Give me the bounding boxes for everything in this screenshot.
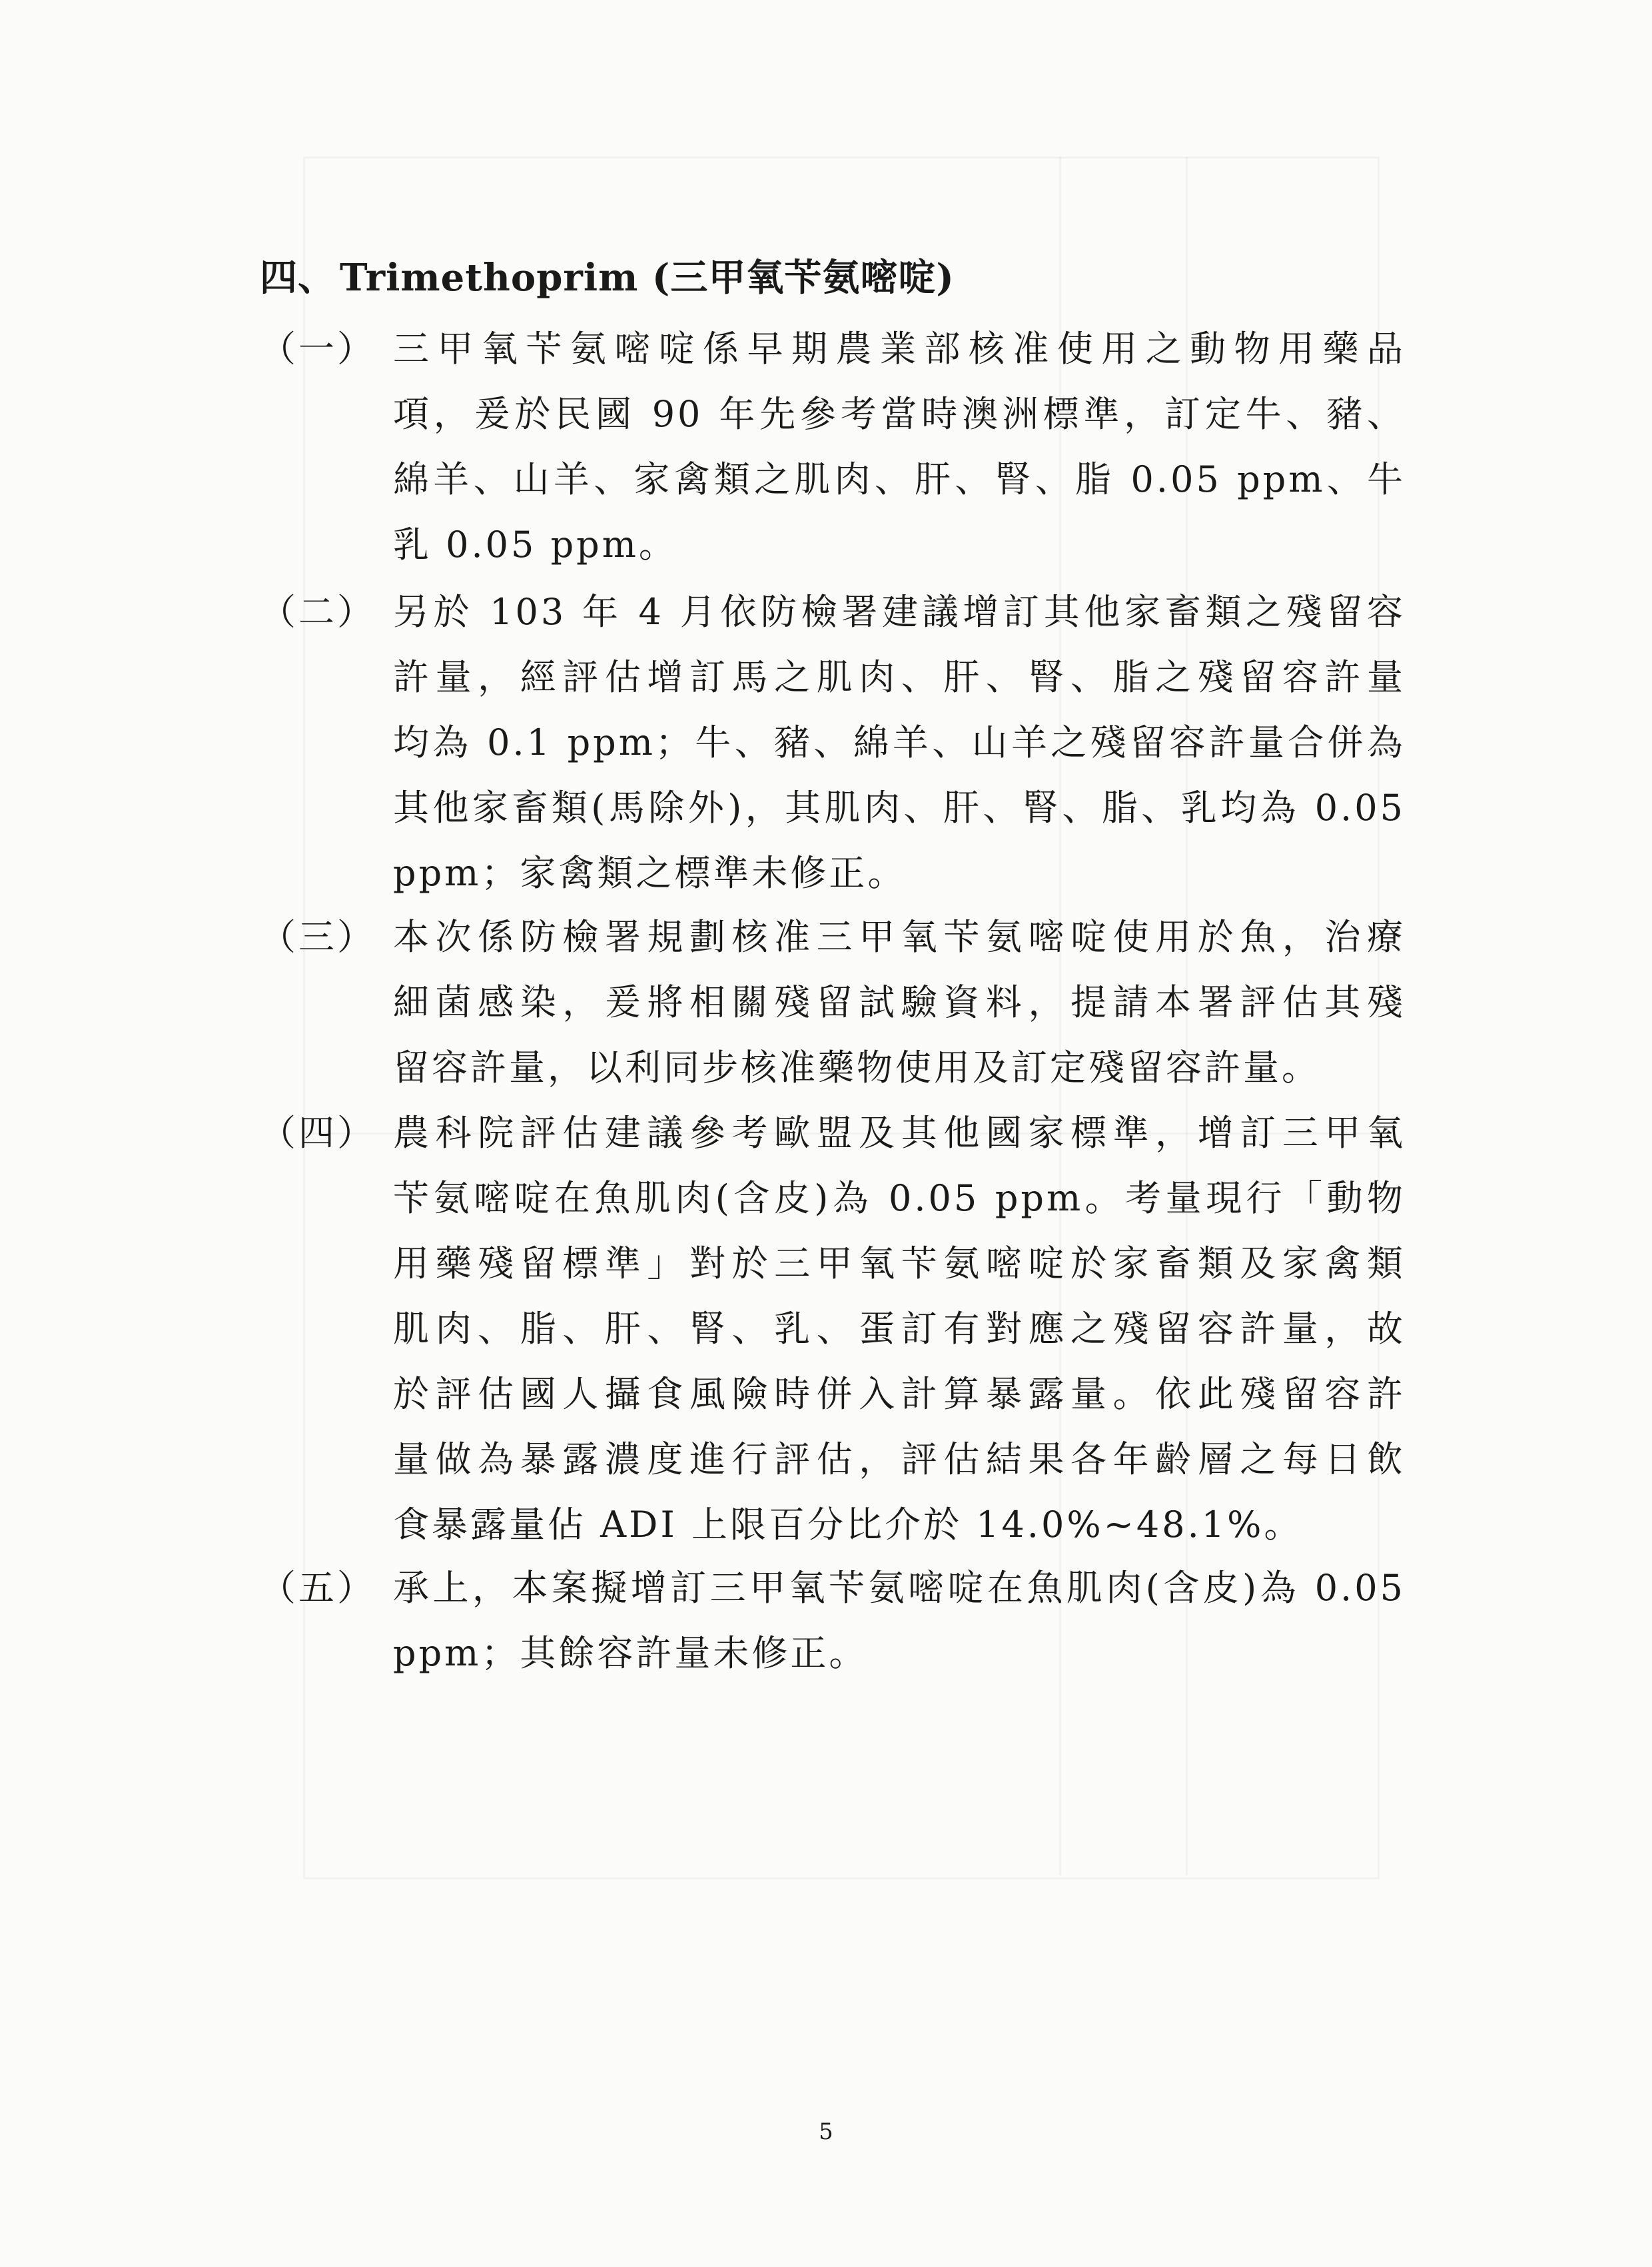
text-line: 農科院評估建議參考歐盟及其他國家標準，增訂三甲氧 [393, 1112, 1406, 1154]
item-body [393, 580, 1406, 906]
item-label: （三） [260, 916, 376, 958]
text-line: 三甲氧苄氨嘧啶係早期農業部核准使用之動物用藥品 [393, 328, 1406, 370]
text-line: 乳 0.05 ppm。 [393, 524, 677, 566]
text-line: 綿羊、山羊、家禽類之肌肉、肝、腎、脂 0.05 ppm、牛 [393, 458, 1406, 500]
section-heading [260, 250, 955, 306]
item-label: （二） [260, 591, 376, 633]
text-line: 另於 103 年 4 月依防檢署建議增訂其他家畜類之殘留容 [393, 591, 1406, 633]
section-title: Trimethoprim (三甲氧苄氨嘧啶) [340, 256, 955, 300]
text-line: 承上，本案擬增訂三甲氧苄氨嘧啶在魚肌肉(含皮)為 0.05 [393, 1567, 1406, 1609]
item-body [393, 1101, 1406, 1558]
text-line: 項，爰於民國 90 年先參考當時澳洲標準，訂定牛、豬、 [393, 393, 1406, 435]
item-label: （四） [260, 1112, 376, 1154]
text-line: 肌肉、脂、肝、腎、乳、蛋訂有對應之殘留容許量，故 [393, 1308, 1406, 1350]
item-body [393, 1556, 1406, 1686]
text-line: 苄氨嘧啶在魚肌肉(含皮)為 0.05 ppm。考量現行「動物 [393, 1177, 1406, 1219]
text-line: 其他家畜類(馬除外)，其肌肉、肝、腎、脂、乳均為 0.05 [393, 787, 1406, 829]
item-label: （一） [260, 328, 376, 370]
item-label: （五） [260, 1567, 376, 1609]
text-line: 用藥殘留標準」對於三甲氧苄氨嘧啶於家畜類及家禽類 [393, 1242, 1406, 1284]
page-number: 5 [819, 2118, 833, 2145]
text-line: 均為 0.1 ppm；牛、豬、綿羊、山羊之殘留容許量合併為 [393, 721, 1406, 763]
text-line: 量做為暴露濃度進行評估，評估結果各年齡層之每日飲 [393, 1438, 1406, 1480]
text-line: ppm；家禽類之標準未修正。 [393, 852, 907, 894]
text-line: 本次係防檢署規劃核准三甲氧苄氨嘧啶使用於魚，治療 [393, 916, 1406, 958]
text-line: 留容許量，以利同步核准藥物使用及訂定殘留容許量。 [393, 1047, 1320, 1089]
section-number: 四、 [260, 256, 336, 300]
item-body [393, 905, 1406, 1101]
text-line: 食暴露量佔 ADI 上限百分比介於 14.0%~48.1%。 [393, 1504, 1303, 1546]
text-line: ppm；其餘容許量未修正。 [393, 1632, 868, 1674]
text-line: 於評估國人攝食風險時併入計算暴露量。依此殘留容許 [393, 1373, 1406, 1415]
item-body [393, 316, 1406, 578]
text-line: 細菌感染，爰將相關殘留試驗資料，提請本署評估其殘 [393, 981, 1406, 1023]
text-line: 許量，經評估增訂馬之肌肉、肝、腎、脂之殘留容許量 [393, 656, 1406, 698]
